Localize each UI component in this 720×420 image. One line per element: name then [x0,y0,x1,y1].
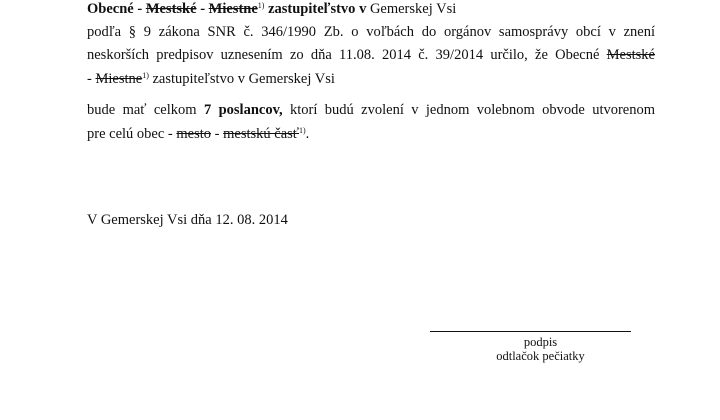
heading-place: Gemerskej Vsi [369,1,457,17]
body-line-5 [87,101,655,119]
signature-label: podpis [523,335,558,349]
line5-rest: ktorí budú zvolení v jednom volebnom obvode utvorenom [290,102,656,118]
line5-pre: bude mať celkom [87,102,197,118]
date-line: V Gemerskej Vsi dňa 12. 08. 2014 [87,212,288,228]
line3-text: neskorších predpisov uznesením zo dňa 11.08. 2014 č. 39/2014 určilo, že Obecné [87,47,600,63]
body-line-6 [87,125,309,143]
line6-end: . [305,126,310,142]
line5-poslancov: poslancov, [218,102,283,118]
heading-footnote: 1) [257,1,265,10]
heading-line [87,0,456,18]
heading-mestske-struck: Mestské [145,1,197,17]
line6-dash: - [211,126,224,142]
line6-pre: pre celú obec - [87,126,177,142]
heading-obecne: Obecné [87,1,134,17]
body-line-2: podľa § 9 zákona SNR č. 346/1990 Zb. o voľbách do orgánov samosprávy obcí v znení [87,24,655,40]
line4-dash: - [87,71,96,87]
line6-mestska-cast-struck: mestskú časť [223,126,299,142]
stamp-label: odtlačok pečiatky [496,349,585,363]
line4-rest: zastupiteľstvo v Gemerskej Vsi [148,71,335,87]
line4-footnote: 1) [142,71,149,80]
line5-count: 7 [203,102,212,118]
line6-footnote: 1) [298,126,306,135]
heading-miestne-struck: Miestne [208,1,258,17]
heading-dash-2: - [196,1,209,17]
heading-zastupitelstvo: zastupiteľstvo [268,1,356,17]
heading-dash-1: - [133,1,146,17]
signature-line [430,331,631,332]
heading-v: v [355,1,370,17]
body-line-4 [87,70,335,88]
line6-mesto-struck: mesto [176,126,212,142]
body-line-3 [87,46,655,64]
line3-mestske-struck: Mestské [606,47,655,63]
line4-miestne-struck: Miestne [95,71,143,87]
